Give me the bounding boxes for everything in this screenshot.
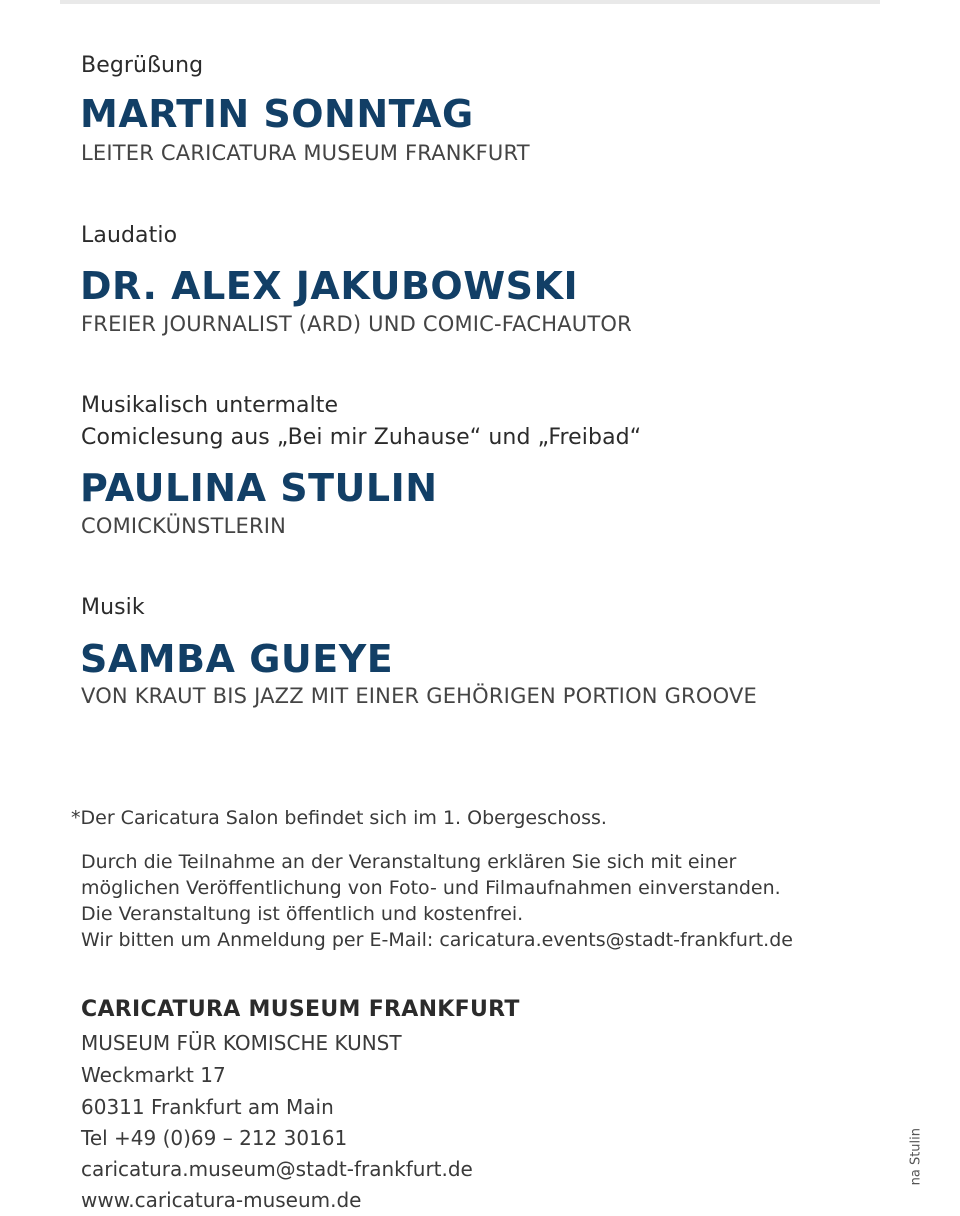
intro-line: Laudatio [81,223,178,248]
museum-city: 60311 Frankfurt am Main [81,1095,334,1119]
salon-footnote: *Der Caricatura Salon befindet sich im 1. Obergeschoss. [71,807,607,829]
intro-line: Musikalisch untermalte [81,393,339,418]
speaker-name-jakubowski: DR. ALEX JAKUBOWSKI [80,264,579,308]
program-intro-comiclesung [81,390,641,454]
speaker-name-sonntag: MARTIN SONNTAG [80,92,474,136]
notice-line: Durch die Teilnahme an der Veranstaltung erklären Sie sich mit einer [81,851,737,873]
program-intro-laudatio [81,220,177,252]
museum-street: Weckmarkt 17 [81,1063,226,1087]
speaker-role-gueye: VON KRAUT BIS JAZZ MIT EINER GEHÖRIGEN PORTION GROOVE [81,684,757,708]
speaker-name-stulin: PAULINA STULIN [80,466,438,510]
notice-line: möglichen Veröffentlichung von Foto- und Filmaufnahmen einverstanden. [81,877,781,899]
speaker-role-stulin: COMICKÜNSTLERIN [81,514,287,538]
intro-line: Musik [81,595,145,620]
museum-email-link[interactable]: caricatura.museum@stadt-frankfurt.de [81,1157,473,1181]
intro-line: Begrüßung [81,53,204,78]
speaker-name-gueye: SAMBA GUEYE [80,637,394,681]
speaker-role-sonntag: LEITER CARICATURA MUSEUM FRANKFURT [81,141,530,165]
top-divider [60,0,880,4]
participation-notice [81,849,793,953]
notice-line: Die Veranstaltung ist öffentlich und kostenfrei. [81,903,524,925]
program-intro-musik [81,592,145,624]
museum-name: CARICATURA MUSEUM FRANKFURT [81,997,520,1022]
speaker-role-jakubowski: FREIER JOURNALIST (ARD) UND COMIC-FACHAUTOR [81,312,632,336]
notice-line: Wir bitten um Anmeldung per E-Mail: caricatura.events@stadt-frankfurt.de [81,929,793,951]
museum-subtitle: MUSEUM FÜR KOMISCHE KUNST [81,1031,402,1055]
illustration-credit: na Stulin [908,1128,923,1186]
museum-phone: Tel +49 (0)69 – 212 30161 [81,1126,348,1150]
museum-website-link[interactable]: www.caricatura-museum.de [81,1188,362,1212]
intro-line: Comiclesung aus „Bei mir Zuhause“ und „Freibad“ [81,425,642,450]
program-intro-begruessung [81,50,203,82]
